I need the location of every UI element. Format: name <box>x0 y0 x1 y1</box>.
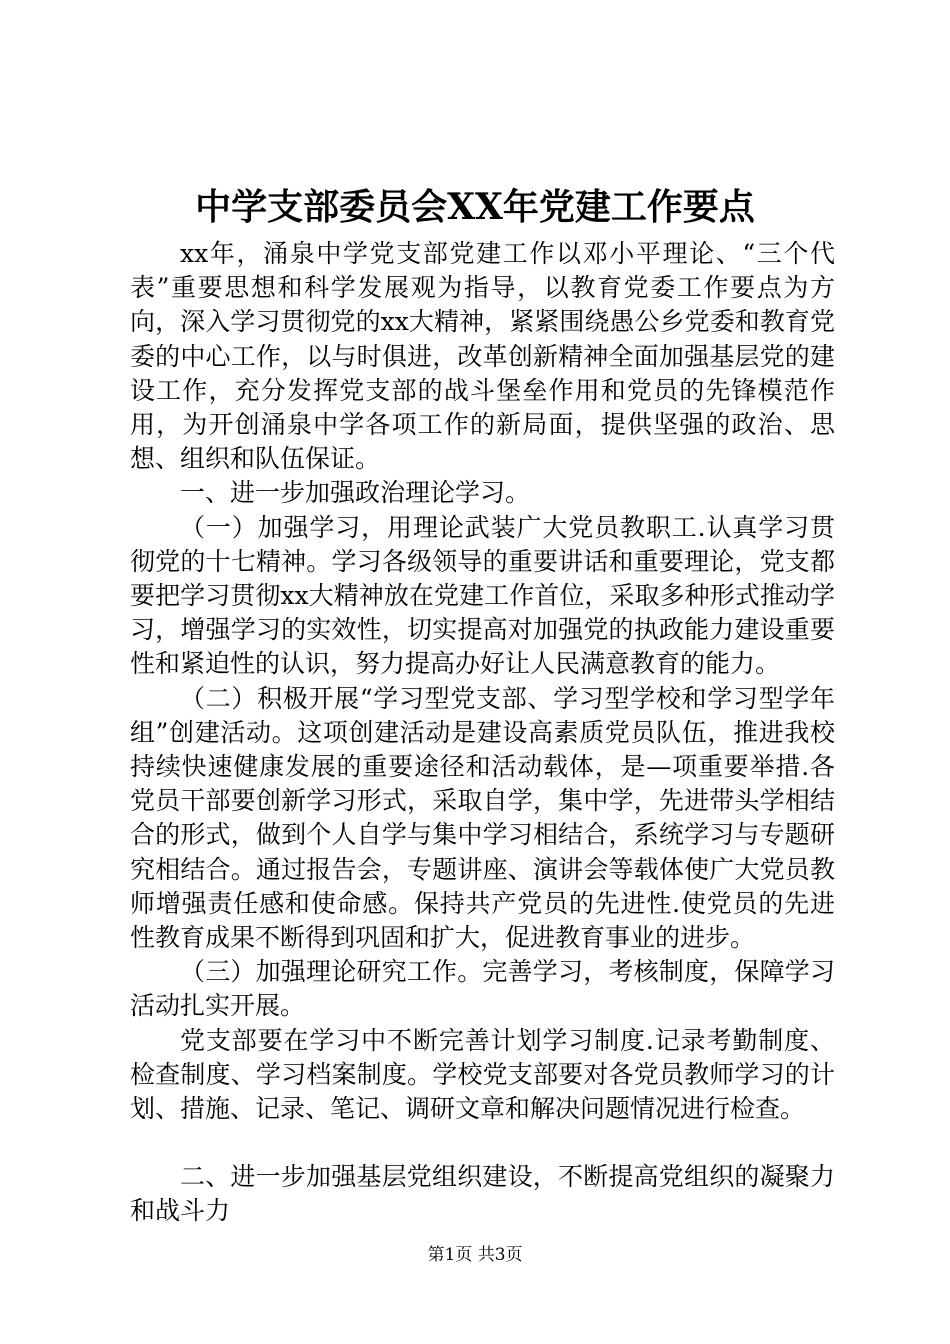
subsection-1-paragraph: （一）加强学习，用理论武装广大党员教职工.认真学习贯彻党的十七精神。学习各级领导的重要讲话和重要理论，党支都要把学习贯彻xx大精神放在党建工作首位，采取多种形式推动学习，增强学习的实效性，切实提高对加强党的执政能力建设重要性和紧迫性的认识，努力提高办好让人民满意教育的能力。 <box>130 512 835 679</box>
document-body <box>130 237 835 1229</box>
document-title: 中学支部委员会XX年党建工作要点 <box>195 186 755 228</box>
section-heading-2: 二、进一步加强基层党组织建设，不断提高党组织的凝聚力和战斗力 <box>130 1162 835 1226</box>
page-footer: 第1页 共3页 <box>427 1245 523 1265</box>
subsection-3-paragraph: （三）加强理论研究工作。完善学习，考核制度，保障学习活动扎实开展。 <box>130 957 835 1021</box>
section-heading-1: 一、进一步加强政治理论学习。 <box>180 478 531 508</box>
subsection-2-paragraph: （二）积极开展“学习型党支部、学习型学校和学习型学年组”创建活动。这项创建活动是建设高素质党员队伍，推进我校持续快速健康发展的重要途径和活动载体，是—项重要举措.各党员干部要创新学习形式，采取自学，集中学，先进带头学相结合的形式，做到个人自学与集中学习相结合，系统学习与专题研究相结合。通过报告会，专题讲座、演讲会等载体使广大党员教师增强责任感和使命感。保持共产党员的先进性.使党员的先进性教育成果不断得到巩固和扩大，促进教育事业的进步。 <box>130 683 835 953</box>
study-system-paragraph: 党支部要在学习中不断完善计划学习制度.记录考勤制度、检查制度、学习档案制度。学校党支部要对各党员教师学习的计划、措施、记录、笔记、调研文章和解决问题情况进行检查。 <box>130 1025 835 1124</box>
intro-paragraph: xx年，涌泉中学党支部党建工作以邓小平理论、“三个代表”重要思想和科学发展观为指导，以教育党委工作要点为方向，深入学习贯彻党的xx大精神，紧紧围绕愚公乡党委和教育党委的中心工作，以与时俱进，改革创新精神全面加强基层党的建设工作，充分发挥党支部的战斗堡垒作用和党员的先锋模范作用，为开创涌泉中学各项工作的新局面，提供坚强的政治、思想、组织和队伍保证。 <box>130 239 835 474</box>
